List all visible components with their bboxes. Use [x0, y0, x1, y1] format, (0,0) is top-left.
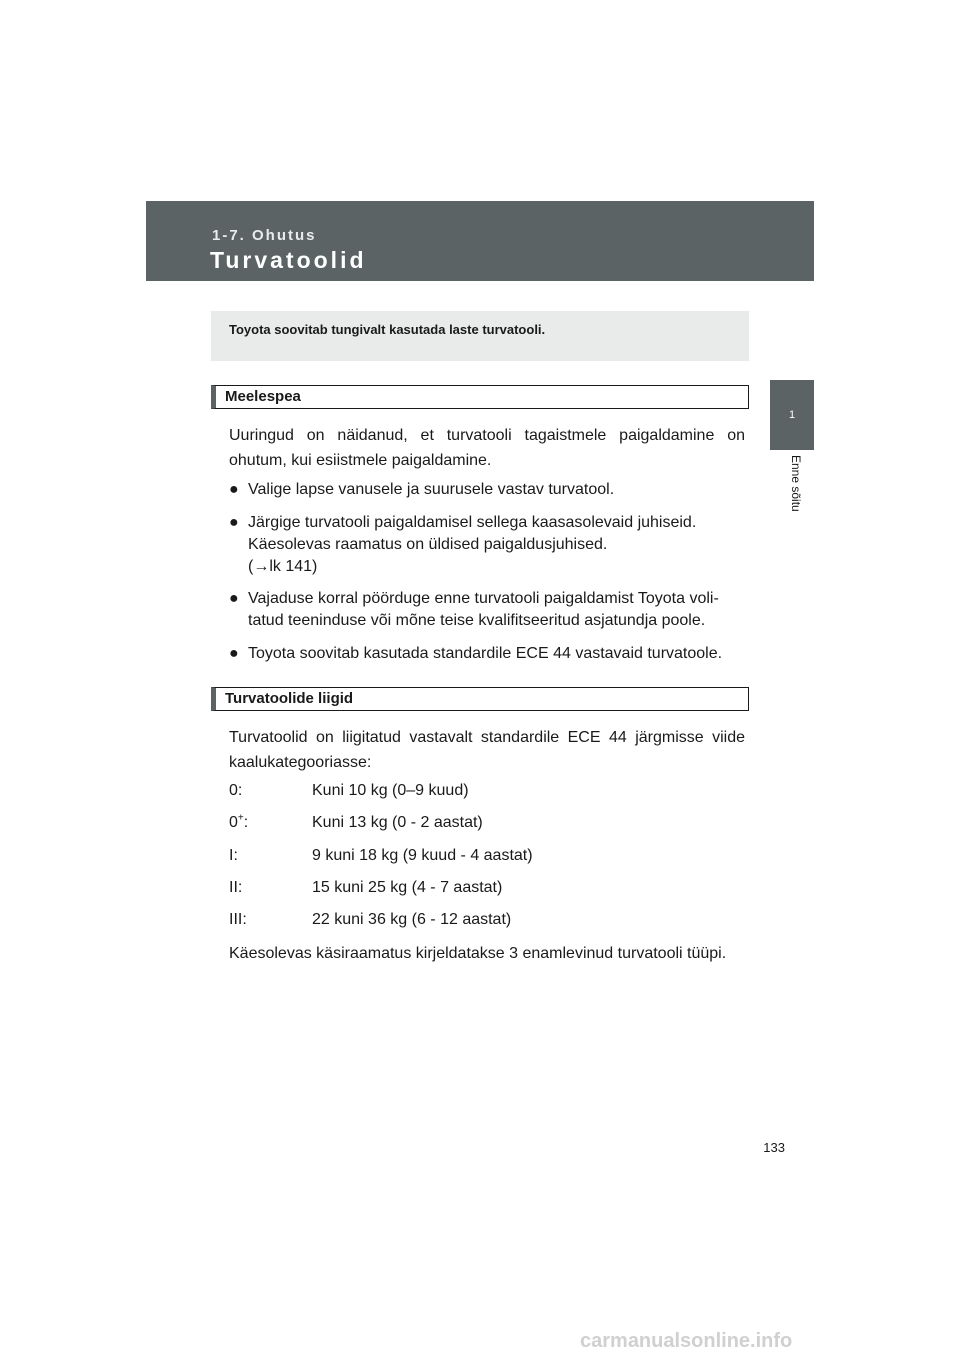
bullet-text: Järgige turvatooli paigaldamisel sellega kaasasolevaid juhiseid. Käesolevas raamatus on üldised paigaldusjuhised.	[248, 514, 697, 553]
bullet-icon: ●	[229, 514, 239, 531]
category-code: 0+:	[229, 812, 249, 831]
category-desc: 22 kuni 36 kg (6 - 12 aastat)	[312, 911, 512, 928]
intro-box: Toyota soovitab tungivalt kasutada laste turvatooli.	[211, 311, 749, 361]
closing-paragraph: Käesolevas käsiraamatus kirjeldatakse 3 enamlevinud turvatooli tüüpi.	[229, 945, 727, 962]
page-title: Turvatoolid	[210, 247, 367, 273]
bullet-item	[229, 588, 749, 632]
bullet-text: Valige lapse vanusele ja suurusele vastav turvatool.	[248, 481, 615, 498]
seat-types-paragraph: Turvatoolid on liigitatud vastavalt standardile ECE 44 järgmisse viide kaalukategooriasse:	[229, 729, 745, 771]
chapter-tab: 1	[770, 380, 814, 450]
category-row	[229, 877, 729, 899]
category-row	[229, 845, 729, 867]
bullet-icon: ●	[229, 645, 239, 662]
category-row	[229, 780, 729, 802]
page-reference: (→lk 141)	[248, 558, 318, 575]
category-code: II:	[229, 879, 243, 896]
category-code: III:	[229, 911, 247, 928]
category-code: 0:	[229, 782, 243, 799]
bullet-item	[229, 643, 749, 665]
category-code: I:	[229, 847, 238, 864]
bullet-item	[229, 512, 749, 578]
chapter-header	[146, 201, 814, 281]
chapter-tab-label: Enne sõitu	[789, 455, 803, 512]
bullet-icon: ●	[229, 481, 239, 498]
category-desc: Kuni 13 kg (0 - 2 aastat)	[312, 814, 483, 831]
section-heading-reminder: Meelespea	[211, 385, 749, 409]
category-row	[229, 812, 729, 834]
watermark: carmanualsonline.info	[580, 1330, 793, 1352]
category-desc: 9 kuni 18 kg (9 kuud - 4 aastat)	[312, 847, 533, 864]
section-number: 1-7. Ohutus	[212, 227, 317, 244]
reminder-paragraph: Uuringud on näidanud, et turvatooli tagaistmele paigaldamine on ohutum, kui esiistmele paigaldamine.	[229, 427, 745, 469]
bullet-text: Vajaduse korral pöörduge enne turvatooli paigaldamist Toyota voli-tatud teeninduse või mõne teise kvalifitseeritud asjatundja poole.	[248, 590, 719, 629]
bullet-item	[229, 479, 749, 501]
bullet-icon: ●	[229, 590, 239, 607]
section-heading-seat-types: Turvatoolide liigid	[211, 687, 749, 711]
category-desc: 15 kuni 25 kg (4 - 7 aastat)	[312, 879, 503, 896]
page-number: 133	[763, 1140, 785, 1155]
category-row	[229, 909, 729, 931]
category-desc: Kuni 10 kg (0–9 kuud)	[312, 782, 469, 799]
bullet-text: Toyota soovitab kasutada standardile ECE 44 vastavaid turvatoole.	[248, 645, 723, 662]
